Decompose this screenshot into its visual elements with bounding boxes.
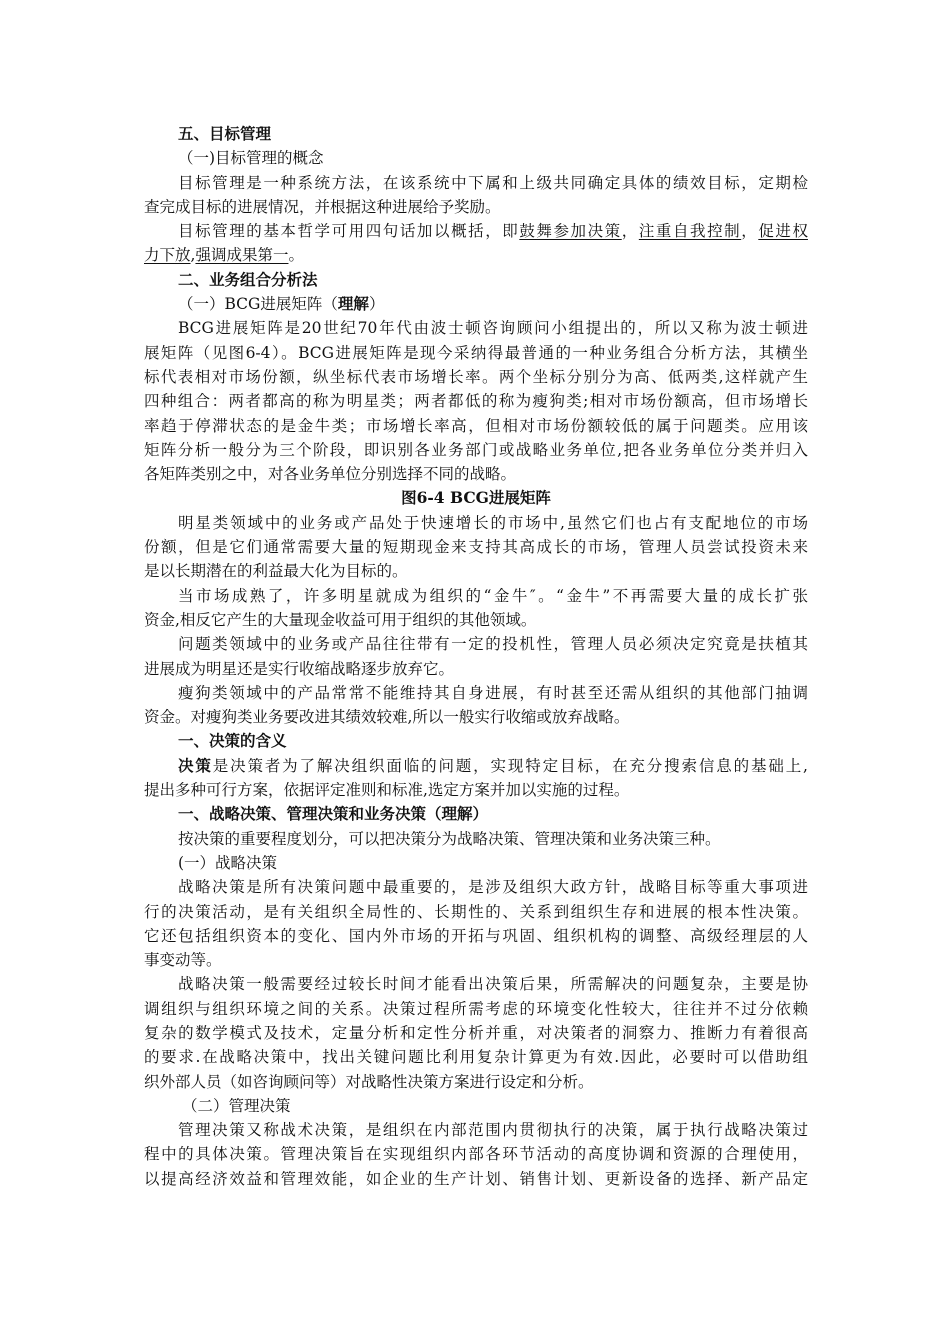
paragraph-line: 份额，但是它们通常需要大量的短期现金来支持其高成长的市场，管理人员尝试投资未来 xyxy=(144,538,808,557)
paragraph-line: 查完成目标的进展情况，并根据这种进展给予奖励。 xyxy=(144,197,501,216)
section-heading-mbo: 五、目标管理 xyxy=(178,124,272,143)
paragraph-line xyxy=(144,219,808,243)
text-run: ， xyxy=(741,222,759,241)
paragraph-line: 的要求.在战略决策中，找出关键问题比利用复杂计算更为有效.因此，必要时可以借助组 xyxy=(144,1048,808,1067)
text-run: 是决策者为了解决组织面临的问题，实现特定目标，在充分搜索信息的基础上, xyxy=(212,756,808,775)
paragraph-line: 以提高经济效益和管理效能，如企业的生产计划、销售计划、更新设备的选择、新产品定 xyxy=(144,1169,808,1188)
paragraph-line: 按决策的重要程度划分，可以把决策分为战略决策、管理决策和业务决策三种。 xyxy=(178,829,721,848)
paragraph-line: 提出多种可行方案，依据评定准则和标准,选定方案并加以实施的过程。 xyxy=(144,781,630,800)
underlined-term: 鼓舞参加决策 xyxy=(519,222,622,241)
paragraph-line: 资金,相反它产生的大量现金收益可用于组织的其他领域。 xyxy=(144,610,537,629)
paragraph-line: 战略决策是所有决策问题中最重要的，是涉及组织大政方针，战略目标等重大事项进 xyxy=(178,878,808,897)
paragraph-line: 标代表相对市场份额，纵坐标代表市场增长率。两个坐标分别分为高、低两类,这样就产生 xyxy=(144,367,808,386)
subheading-bcg xyxy=(144,292,808,316)
paragraph-line: 复杂的数学模式及技术，定量分析和定性分析并重，对决策者的洞察力、推断力有着很高 xyxy=(144,1023,808,1042)
paragraph-line xyxy=(144,243,808,267)
paragraph-line: 瘦狗类领域中的产品常常不能维持其自身进展，有时甚至还需从组织的其他部门抽调 xyxy=(178,683,808,702)
subheading-management: （二）管理决策 xyxy=(182,1096,291,1115)
bold-term: 理解 xyxy=(337,294,369,314)
paragraph-line: 行的决策活动，是有关组织全局性的、长期性的、关系到组织生存和进展的根本性决策。 xyxy=(144,902,808,921)
text-run: ， xyxy=(621,222,639,241)
paragraph-line: 明星类领域中的业务或产品处于快速增长的市场中,虽然它们也占有支配地位的市场 xyxy=(178,513,808,532)
paragraph-line: BCG进展矩阵是20世纪70年代由波士顿咨询顾问小组提出的，所以又称为波士顿进 xyxy=(178,319,808,338)
underlined-term: 强调成果第一 xyxy=(195,246,289,265)
paragraph-line: 战略决策一般需要经过较长时间才能看出决策后果，所需解决的问题复杂，主要是协 xyxy=(178,975,808,994)
text-run: 目标管理的基本哲学可用四句话加以概括，即 xyxy=(178,222,520,241)
paragraph-line xyxy=(144,754,808,778)
paragraph-line: 各矩阵类别之中，对各业务单位分别选择不同的战略。 xyxy=(144,465,517,484)
paragraph-line: 率趋于停滞状态的是金牛类；市场增长率高，但相对市场份额较低的属于问题类。应用该 xyxy=(144,416,808,435)
text-run: （一）BCG进展矩阵（ xyxy=(178,295,338,314)
paragraph-line: 问题类领域中的业务或产品往往带有一定的投机性，管理人员必须决定究竟是扶植其 xyxy=(178,635,808,654)
paragraph-line: 程中的具体决策。管理决策旨在实现组织内部各环节活动的高度协调和资源的合理使用， xyxy=(144,1145,808,1164)
paragraph-line: 资金。对瘦狗类业务要改进其绩效较难,所以一般实行收缩或放弃战略。 xyxy=(144,708,630,727)
section-heading-decision-types: 一、战略决策、管理决策和业务决策（理解） xyxy=(178,804,489,824)
paragraph-line: 是以长期潜在的利益最大化为目标的。 xyxy=(144,562,408,581)
text-run: 。 xyxy=(288,246,304,265)
bold-term: 决策 xyxy=(178,755,213,775)
underlined-term: 注重自我控制 xyxy=(638,222,742,241)
paragraph-line: 调组织与组织环境之间的关系。决策过程所需考虑的环境变化性较大，往往并不过分依赖 xyxy=(144,999,808,1018)
subheading-mbo-concept: （一)目标管理的概念 xyxy=(178,149,324,168)
underlined-term: 促进权 xyxy=(758,222,808,241)
figure-caption: 图6-4 BCG进展矩阵 xyxy=(401,488,551,508)
text-run: ） xyxy=(368,295,385,314)
paragraph-line: 事变动等。 xyxy=(144,951,222,970)
section-heading-portfolio: 二、业务组合分析法 xyxy=(178,269,318,289)
paragraph-line: 它还包括组织资本的变化、国内外市场的开拓与巩固、组织机构的调整、高级经理层的人 xyxy=(144,926,808,945)
paragraph-line: 管理决策又称战术决策，是组织在内部范围内贯彻执行的决策，属于执行战略决策过 xyxy=(178,1121,808,1140)
document-page xyxy=(144,122,808,1191)
paragraph-line: 当市场成熟了，许多明星就成为组织的“金牛″。“金牛”不再需要大量的成长扩张 xyxy=(178,586,808,605)
section-heading-decision: 一、决策的含义 xyxy=(178,731,287,751)
paragraph-line: 目标管理是一种系统方法，在该系统中下属和上级共同确定具体的绩效目标，定期检 xyxy=(178,173,808,192)
text-run: , xyxy=(190,246,196,265)
paragraph-line: 进展成为明星还是实行收缩战略逐步放弃它。 xyxy=(144,659,455,678)
paragraph-line: 展矩阵（见图6-4）。BCG进展矩阵是现今采纳得最普通的一种业务组合分析方法，其横坐 xyxy=(144,343,808,362)
paragraph-line: 矩阵分析一般分为三个阶段，即识别各业务部门或战略业务单位,把各业务单位分类并归入 xyxy=(144,440,808,459)
subheading-strategic: (一）战略决策 xyxy=(178,853,278,872)
paragraph-line: 织外部人员（如咨询顾问等）对战略性决策方案进行设定和分析。 xyxy=(144,1072,594,1091)
paragraph-line: 四种组合：两者都高的称为明星类；两者都低的称为瘦狗类;相对市场份额高，但市场增长 xyxy=(144,392,808,411)
underlined-term: 力下放 xyxy=(144,246,191,265)
